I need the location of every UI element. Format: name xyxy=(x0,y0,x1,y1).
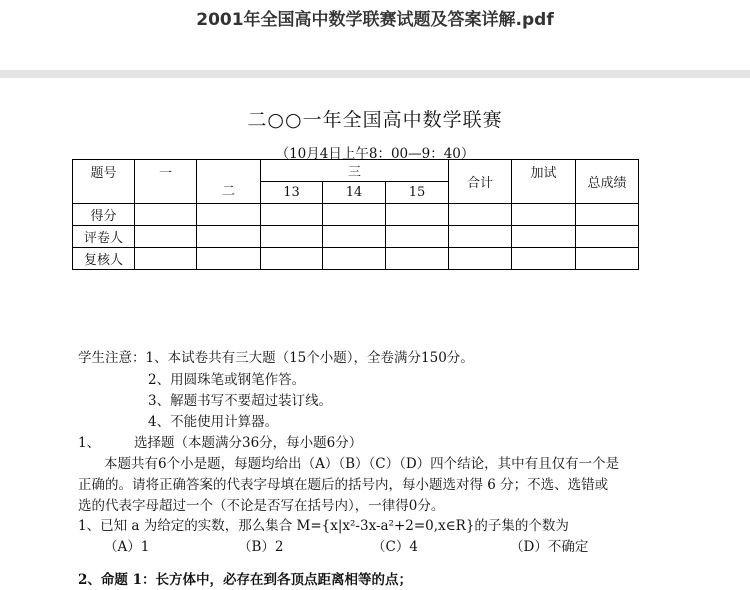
table-header-total: 合计 xyxy=(449,160,512,204)
table-header-1: 一 xyxy=(135,160,197,204)
section-1-number: 1、 xyxy=(78,435,101,451)
score-table xyxy=(72,159,639,270)
table-header-extra: 加试 xyxy=(512,160,576,204)
table-header-14: 14 xyxy=(323,182,386,204)
question-1-option-a: （A）1 xyxy=(104,539,150,555)
question-1-text: 1、已知 a 为给定的实数，那么集合 M={x|x²-3x-a²+2=0,x∈R}的子集的个数为 xyxy=(78,518,569,534)
question-1-option-d: （D）不确定 xyxy=(510,539,589,555)
table-header-13: 13 xyxy=(261,182,323,204)
section-1-paragraph-line-2: 正确的。请将正确答案的代表字母填在题后的括号内，每小题选对得 6 分；不选、选错或 xyxy=(78,477,609,493)
table-header-3: 三 xyxy=(261,160,449,182)
row-label-grader: 评卷人 xyxy=(73,226,135,248)
table-row xyxy=(73,226,639,248)
toolbar-separator xyxy=(0,70,750,78)
notice-line-1: 学生注意：1、本试卷共有三大题（15个小题），全卷满分150分。 xyxy=(78,350,474,366)
question-1-option-b: （B）2 xyxy=(238,539,284,555)
window-title: 2001年全国高中数学联赛试题及答案详解.pdf xyxy=(196,10,554,30)
question-2-text: 2、命题 1：长方体中，必存在到各顶点距离相等的点； xyxy=(78,572,412,588)
table-header-15: 15 xyxy=(386,182,449,204)
row-label-checker: 复核人 xyxy=(73,248,135,270)
notice-line-4: 4、不能使用计算器。 xyxy=(148,414,279,430)
table-header-grand: 总成绩 xyxy=(576,160,639,204)
notice-line-2: 2、用圆珠笔或钢笔作答。 xyxy=(148,372,306,388)
section-1-paragraph-line-3: 选的代表字母超过一个（不论是否写在括号内），一律得0分。 xyxy=(78,498,445,514)
table-header-2: 二 xyxy=(197,160,261,204)
notice-line-3: 3、解题书写不要超过装订线。 xyxy=(148,393,333,409)
table-row xyxy=(73,248,639,270)
section-1-heading: 选择题（本题满分36分，每小题6分） xyxy=(134,435,363,451)
question-1-option-c: （C）4 xyxy=(372,539,418,555)
table-row xyxy=(73,204,639,226)
row-label-score: 得分 xyxy=(73,204,135,226)
table-header-no: 题号 xyxy=(73,160,135,204)
window-title-bar xyxy=(0,0,750,70)
document-title: 二○○一年全国高中数学联赛 xyxy=(247,109,503,131)
document-subtitle: （10月4日上午8：00—9：40） xyxy=(275,146,475,162)
section-1-paragraph-line-1: 本题共有6个小是题，每题均给出（A）（B）（C）（D）四个结论，其中有且仅有一个是 xyxy=(104,456,620,472)
